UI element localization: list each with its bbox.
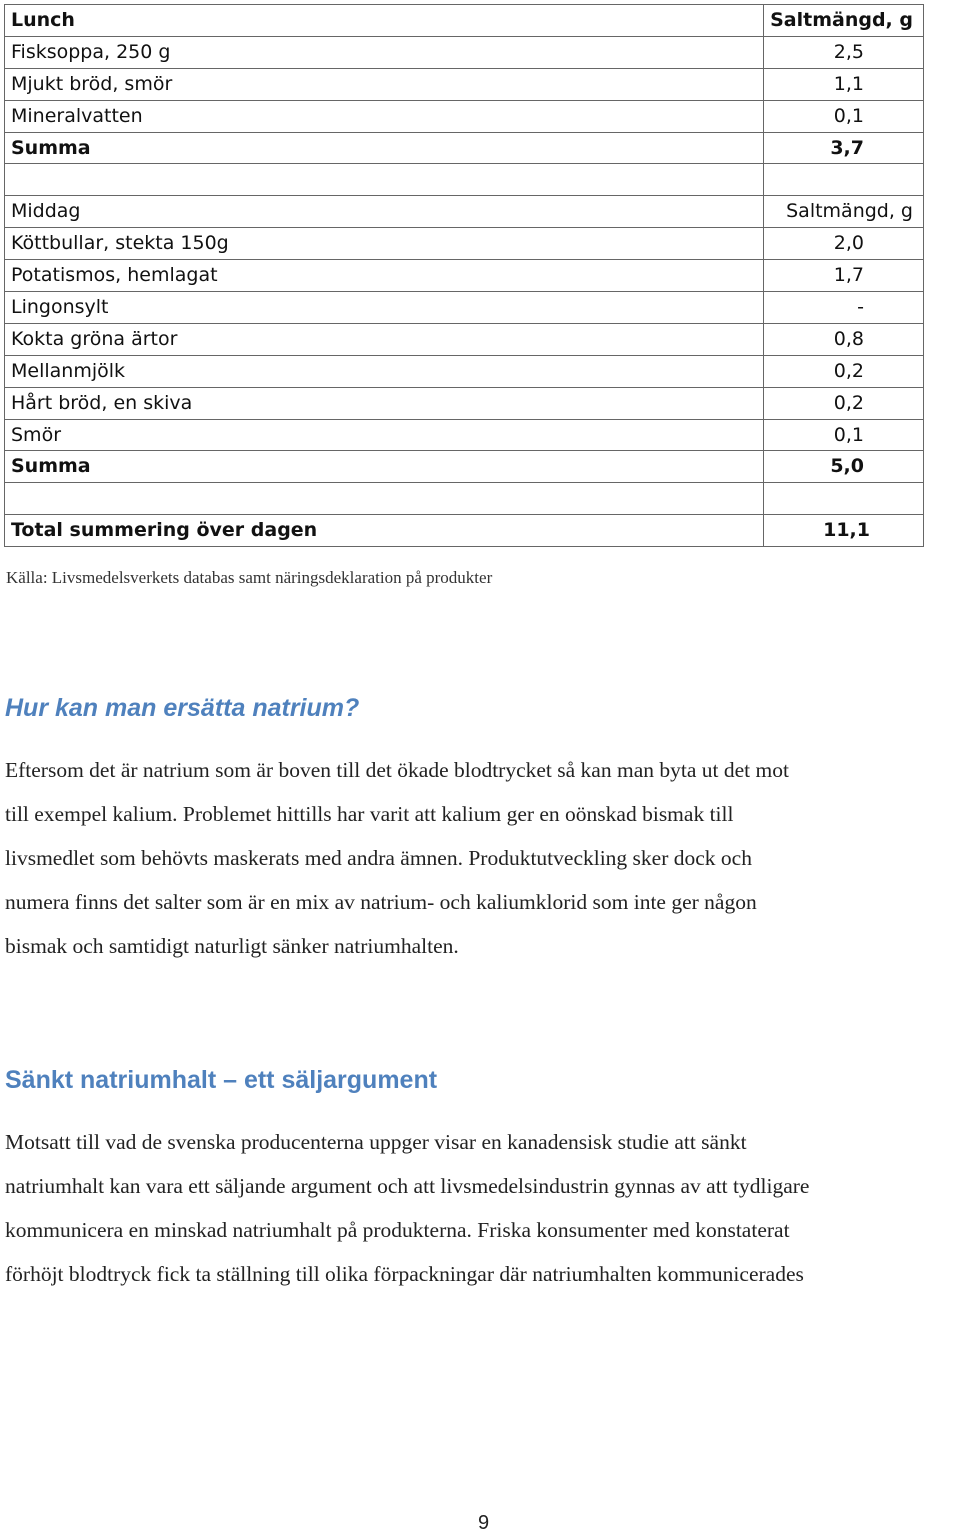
text-line: förhöjt blodtryck fick ta ställning till olika förpackningar där natriumhalten kommunicerades — [5, 1262, 804, 1286]
row-value: 5,0 — [764, 451, 924, 483]
table-row — [5, 228, 924, 260]
row-label: Middag — [5, 196, 764, 228]
salt-table — [4, 4, 924, 547]
table-row — [5, 68, 924, 100]
row-value: 2,5 — [764, 36, 924, 68]
row-value: 0,8 — [764, 323, 924, 355]
row-label: Summa — [5, 451, 764, 483]
paragraph-replace-sodium — [5, 748, 960, 968]
text-line: numera finns det salter som är en mix av natrium- och kaliumklorid som inte ger någon — [5, 890, 757, 914]
text-line: natriumhalt kan vara ett säljande argument och att livsmedelsindustrin gynnas av att tydligare — [5, 1174, 810, 1198]
row-label: Mellanmjölk — [5, 355, 764, 387]
row-label — [5, 164, 764, 196]
table-row — [5, 323, 924, 355]
row-value: 2,0 — [764, 228, 924, 260]
text-line: bismak och samtidigt naturligt sänker natriumhalten. — [5, 934, 459, 958]
source-note: Källa: Livsmedelsverkets databas samt näringsdeklaration på produkter — [6, 568, 493, 587]
row-label: Total summering över dagen — [5, 515, 764, 547]
table-row — [5, 5, 924, 37]
row-value: Saltmängd, g — [764, 196, 924, 228]
row-label: Summa — [5, 132, 764, 164]
row-value: 1,7 — [764, 260, 924, 292]
text-line: kommunicera en minskad natriumhalt på produkterna. Friska konsumenter med konstaterat — [5, 1218, 790, 1242]
text-line: Motsatt till vad de svenska producenterna uppger visar en kanadensisk studie att sänkt — [5, 1130, 747, 1154]
row-value — [764, 164, 924, 196]
row-label: Lingonsylt — [5, 292, 764, 324]
row-label: Köttbullar, stekta 150g — [5, 228, 764, 260]
row-value: Saltmängd, g — [764, 5, 924, 37]
table-row — [5, 100, 924, 132]
table-row — [5, 292, 924, 324]
table-row — [5, 387, 924, 419]
row-value: 0,2 — [764, 387, 924, 419]
row-value — [764, 483, 924, 515]
row-label: Potatismos, hemlagat — [5, 260, 764, 292]
row-label: Kokta gröna ärtor — [5, 323, 764, 355]
table-row — [5, 260, 924, 292]
table-row — [5, 196, 924, 228]
row-value: 3,7 — [764, 132, 924, 164]
row-label: Fisksoppa, 250 g — [5, 36, 764, 68]
text-line: Eftersom det är natrium som är boven till det ökade blodtrycket så kan man byta ut det mot — [5, 758, 789, 782]
table-row — [5, 36, 924, 68]
table-row — [5, 132, 924, 164]
row-value: 0,2 — [764, 355, 924, 387]
row-label: Hårt bröd, en skiva — [5, 387, 764, 419]
table-row — [5, 451, 924, 483]
row-value: 0,1 — [764, 419, 924, 451]
table-row — [5, 355, 924, 387]
row-value: 11,1 — [764, 515, 924, 547]
row-label: Lunch — [5, 5, 764, 37]
heading-replace-sodium: Hur kan man ersätta natrium? — [5, 694, 360, 722]
text-line: livsmedlet som behövts maskerats med andra ämnen. Produktutveckling sker dock och — [5, 846, 752, 870]
table-row — [5, 419, 924, 451]
row-value: 1,1 — [764, 68, 924, 100]
table-row — [5, 483, 924, 515]
row-label: Mineralvatten — [5, 100, 764, 132]
table-row — [5, 164, 924, 196]
row-label — [5, 483, 764, 515]
table-row — [5, 515, 924, 547]
row-value: 0,1 — [764, 100, 924, 132]
row-label: Mjukt bröd, smör — [5, 68, 764, 100]
paragraph-sales-argument — [5, 1120, 960, 1296]
heading-sales-argument: Sänkt natriumhalt – ett säljargument — [5, 1066, 438, 1094]
text-line: till exempel kalium. Problemet hittills har varit att kalium ger en oönskad bismak till — [5, 802, 734, 826]
row-label: Smör — [5, 419, 764, 451]
row-value: - — [764, 292, 924, 324]
page-number: 9 — [478, 1512, 490, 1534]
